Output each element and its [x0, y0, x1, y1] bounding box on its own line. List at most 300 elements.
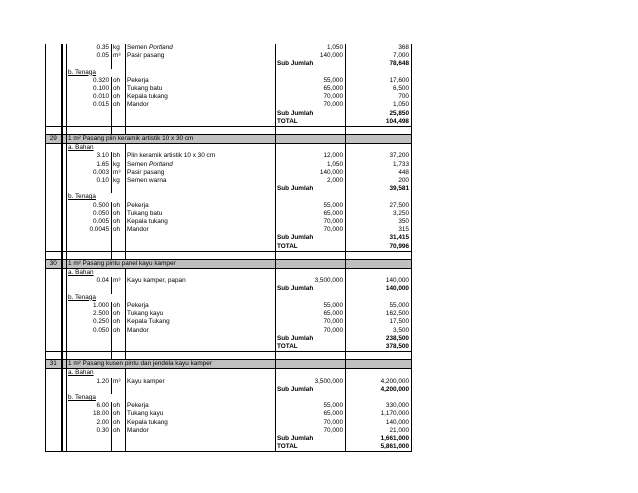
qty-cell [67, 352, 112, 360]
section-label: a. Bahan [68, 369, 94, 377]
description: Mandor [127, 326, 149, 334]
qty-cell [67, 110, 112, 118]
subtotal-row [46, 185, 412, 193]
coefficient: 0.003 [67, 169, 112, 177]
line-item-row [46, 302, 412, 310]
unit: oh [112, 427, 126, 435]
amount: 37,200 [346, 152, 412, 160]
description-cell [126, 85, 276, 93]
unit-cell [112, 369, 126, 378]
no-cell [46, 386, 62, 394]
description-cell [126, 210, 276, 218]
total-label: TOTAL [276, 118, 346, 127]
description-cell [126, 202, 276, 210]
line-item-row [46, 177, 412, 185]
coefficient: 2.00 [67, 419, 112, 427]
subtotal-amount: 4,200,000 [346, 386, 412, 394]
desc-cell [126, 394, 276, 402]
description: Pekerja [127, 301, 149, 309]
total-row [46, 343, 412, 352]
unit-cell [112, 386, 126, 394]
amount: 315 [346, 226, 412, 234]
line-item-row [46, 410, 412, 418]
description: Kayu kamper, papan [127, 277, 186, 285]
section-label-row [46, 269, 412, 278]
unit-price: 55,000 [276, 202, 346, 210]
subtotal-label: Sub Jumlah [276, 435, 346, 443]
desc-cell [126, 185, 276, 193]
spacer-row [46, 127, 412, 135]
unit: oh [112, 77, 126, 85]
description-cell [126, 310, 276, 318]
coefficient: 0.30 [67, 427, 112, 435]
line-item-row [46, 77, 412, 85]
total-label: TOTAL [276, 343, 346, 352]
description: Mandor [127, 226, 149, 234]
description-italic: Portland [149, 44, 173, 51]
desc-cell [126, 435, 276, 443]
amount: 700 [346, 93, 412, 101]
no-cell [46, 410, 62, 418]
line-item-row [46, 161, 412, 169]
desc-cell [126, 269, 276, 278]
coefficient: 0.010 [67, 93, 112, 101]
total-amount: 5,861,000 [346, 443, 412, 452]
unit: oh [112, 302, 126, 310]
qty-cell [67, 335, 112, 343]
subtotal-label: Sub Jumlah [276, 185, 346, 193]
description-cell [126, 177, 276, 185]
line-item-row [46, 277, 412, 285]
unit-price: 70,000 [276, 427, 346, 435]
subtotal-label: Sub Jumlah [276, 285, 346, 293]
unit-price: 55,000 [276, 302, 346, 310]
unit: m³ [112, 277, 126, 285]
unit: oh [112, 327, 126, 335]
description-cell [126, 52, 276, 60]
description: Kayu kamper [127, 377, 165, 385]
amount-cell [346, 127, 412, 135]
description: Tukang batu [127, 85, 163, 93]
unit-cell [112, 443, 126, 452]
no-cell [46, 226, 62, 234]
qty-cell [67, 285, 112, 293]
qty-cell [67, 185, 112, 193]
unit: oh [112, 202, 126, 210]
subtotal-label: Sub Jumlah [276, 234, 346, 242]
price-cell [276, 259, 346, 268]
desc-cell [126, 285, 276, 293]
unit-cell [112, 185, 126, 193]
unit: oh [112, 410, 126, 418]
amount: 368 [346, 44, 412, 52]
description-cell [126, 410, 276, 418]
amount: 4,200,000 [346, 378, 412, 386]
unit-price: 55,000 [276, 77, 346, 85]
item-header-row [46, 135, 412, 144]
subtotal-amount: 39,581 [346, 185, 412, 193]
no-cell [46, 127, 62, 135]
subtotal-row [46, 335, 412, 343]
desc-cell [126, 335, 276, 343]
unit-cell [112, 352, 126, 360]
item-title: 1 m² Pasang pintu panel kayu kamper [67, 259, 276, 268]
line-item-row [46, 310, 412, 318]
amount: 200 [346, 177, 412, 185]
coefficient: 6.00 [67, 402, 112, 410]
total-amount: 104,498 [346, 118, 412, 127]
description: Kepala tukang [127, 418, 168, 426]
price-cell [276, 369, 346, 378]
no-cell [46, 294, 62, 302]
no-cell [46, 394, 62, 402]
total-label: TOTAL [276, 243, 346, 252]
total-row [46, 443, 412, 452]
price-cell [276, 352, 346, 360]
amount-cell [346, 259, 412, 268]
line-item-row [46, 85, 412, 93]
no-cell [46, 335, 62, 343]
unit-price: 70,000 [276, 318, 346, 326]
coefficient: 3.10 [67, 152, 112, 160]
unit: kg [112, 161, 126, 169]
description-cell [126, 101, 276, 109]
unit-price: 12,000 [276, 152, 346, 160]
no-cell [46, 177, 62, 185]
section-label-row [46, 193, 412, 201]
unit: oh [112, 93, 126, 101]
section-label-cell [67, 269, 112, 278]
total-row [46, 118, 412, 127]
line-item-row [46, 52, 412, 60]
qty-cell [67, 234, 112, 242]
no-cell [46, 185, 62, 193]
coefficient: 18.00 [67, 410, 112, 418]
qty-cell [67, 118, 112, 127]
coefficient: 0.04 [67, 277, 112, 285]
description: Tukang kayu [127, 410, 164, 418]
section-label-cell [67, 69, 112, 77]
desc-cell [126, 234, 276, 242]
amount-cell [346, 369, 412, 378]
desc-cell [126, 294, 276, 302]
section-label: a. Bahan [68, 144, 94, 152]
amount-cell [346, 135, 412, 144]
unit-cell [112, 269, 126, 278]
line-item-row [46, 44, 412, 52]
no-cell [46, 210, 62, 218]
no-cell [46, 251, 62, 259]
unit-price: 65,000 [276, 85, 346, 93]
amount: 17,500 [346, 318, 412, 326]
description: Tukang kayu [127, 310, 164, 318]
unit: oh [112, 85, 126, 93]
no-cell [46, 419, 62, 427]
item-title: 1 m² Pasang kusen pintu dan jendela kayu kamper [67, 360, 276, 369]
amount: 17,600 [346, 77, 412, 85]
unit-cell [112, 243, 126, 252]
desc-cell [126, 69, 276, 77]
amount: 350 [346, 218, 412, 226]
amount: 140,000 [346, 277, 412, 285]
unit-price: 70,000 [276, 93, 346, 101]
desc-cell [126, 118, 276, 127]
amount-cell [346, 251, 412, 259]
no-cell [46, 202, 62, 210]
description-cell [126, 152, 276, 160]
price-cell [276, 251, 346, 259]
total-row [46, 243, 412, 252]
unit-price: 65,000 [276, 210, 346, 218]
coefficient: 0.050 [67, 327, 112, 335]
description: Pekerja [127, 201, 149, 209]
unit: oh [112, 101, 126, 109]
subtotal-label: Sub Jumlah [276, 335, 346, 343]
amount: 140,000 [346, 419, 412, 427]
desc-cell [126, 443, 276, 452]
unit: m³ [112, 52, 126, 60]
coefficient: 0.050 [67, 210, 112, 218]
description: Pekerja [127, 76, 149, 84]
description-italic: Portland [149, 160, 173, 168]
description: Kepala tukang [127, 93, 168, 101]
unit: kg [112, 177, 126, 185]
price-cell [276, 360, 346, 369]
no-cell [46, 302, 62, 310]
description-cell [126, 226, 276, 234]
subtotal-amount: 1,661,000 [346, 435, 412, 443]
unit-price: 1,050 [276, 161, 346, 169]
description: Tukang batu [127, 209, 163, 217]
amount-cell [346, 269, 412, 278]
no-cell [46, 110, 62, 118]
description-cell [126, 378, 276, 386]
no-cell [46, 85, 62, 93]
unit: bh [112, 152, 126, 160]
description-cell [126, 77, 276, 85]
unit: m³ [112, 378, 126, 386]
unit-cell [112, 294, 126, 302]
unit-cell [112, 193, 126, 201]
amount: 1,170,000 [346, 410, 412, 418]
desc-cell [126, 343, 276, 352]
unit-cell [112, 118, 126, 127]
description: Kepala tukang [127, 218, 168, 226]
description: Pasir pasang [127, 168, 165, 176]
section-label-cell [67, 394, 112, 402]
item-number: 29 [46, 135, 62, 144]
subtotal-row [46, 234, 412, 242]
unit-cell [112, 110, 126, 118]
section-label-cell [67, 294, 112, 302]
amount: 6,500 [346, 85, 412, 93]
coefficient: 0.05 [67, 52, 112, 60]
no-cell [46, 343, 62, 352]
unit: kg [112, 44, 126, 52]
line-item-row [46, 202, 412, 210]
unit-price: 65,000 [276, 310, 346, 318]
no-cell [46, 52, 62, 60]
price-cell [276, 135, 346, 144]
amount: 1,733 [346, 161, 412, 169]
line-item-row [46, 93, 412, 101]
unit-price: 70,000 [276, 327, 346, 335]
line-item-row [46, 218, 412, 226]
desc-cell [126, 352, 276, 360]
price-cell [276, 144, 346, 153]
coefficient: 0.250 [67, 318, 112, 326]
section-label-cell [67, 144, 112, 153]
line-item-row [46, 101, 412, 109]
unit-price: 65,000 [276, 410, 346, 418]
amount: 448 [346, 169, 412, 177]
total-label: TOTAL [276, 443, 346, 452]
table-body [46, 44, 412, 452]
description: Pasir pasang [127, 52, 165, 60]
description-cell [126, 277, 276, 285]
no-cell [46, 352, 62, 360]
line-item-row [46, 402, 412, 410]
qty-cell [67, 386, 112, 394]
amount: 21,000 [346, 427, 412, 435]
unit-price: 70,000 [276, 226, 346, 234]
total-amount: 70,996 [346, 243, 412, 252]
section-label-cell [67, 193, 112, 201]
description: Plin keramik artistik 10 x 30 cm [127, 152, 216, 160]
description: Semen warna [127, 177, 167, 185]
unit-price: 1,050 [276, 44, 346, 52]
amount-cell [346, 193, 412, 201]
coefficient: 0.015 [67, 101, 112, 109]
unit: oh [112, 210, 126, 218]
section-label-row [46, 294, 412, 302]
amount: 1,050 [346, 101, 412, 109]
line-item-row [46, 210, 412, 218]
no-cell [46, 378, 62, 386]
unit: oh [112, 419, 126, 427]
coefficient: 1.65 [67, 161, 112, 169]
unit-price: 3,500,000 [276, 378, 346, 386]
subtotal-row [46, 110, 412, 118]
coefficient: 1.000 [67, 302, 112, 310]
item-title: 1 m² Pasang plin keramik artistik 10 x 30 cm [67, 135, 276, 144]
unit: oh [112, 318, 126, 326]
coefficient: 1.20 [67, 378, 112, 386]
amount-cell [346, 144, 412, 153]
no-cell [46, 169, 62, 177]
desc-cell [126, 193, 276, 201]
unit-price: 140,000 [276, 52, 346, 60]
unit-cell [112, 335, 126, 343]
no-cell [46, 318, 62, 326]
line-item-row [46, 327, 412, 335]
coefficient: 0.100 [67, 85, 112, 93]
description: Mandor [127, 426, 149, 434]
qty-cell [67, 127, 112, 135]
amount-cell [346, 352, 412, 360]
coefficient: 0.35 [67, 44, 112, 52]
no-cell [46, 193, 62, 201]
section-label-row [46, 394, 412, 402]
unit-cell [112, 343, 126, 352]
line-item-row [46, 419, 412, 427]
coefficient: 0.10 [67, 177, 112, 185]
unit-cell [112, 251, 126, 259]
description-cell [126, 169, 276, 177]
desc-cell [126, 243, 276, 252]
cost-analysis-table [45, 44, 412, 452]
no-cell [46, 77, 62, 85]
unit-price: 55,000 [276, 402, 346, 410]
no-cell [46, 285, 62, 293]
description-cell [126, 427, 276, 435]
price-cell [276, 127, 346, 135]
amount: 27,500 [346, 202, 412, 210]
subtotal-label: Sub Jumlah [276, 386, 346, 394]
section-label-cell [67, 369, 112, 378]
subtotal-label: Sub Jumlah [276, 110, 346, 118]
qty-cell [67, 435, 112, 443]
amount-cell [346, 69, 412, 77]
unit: oh [112, 310, 126, 318]
amount-cell [346, 394, 412, 402]
unit-price: 3,500,000 [276, 277, 346, 285]
description-cell [126, 44, 276, 52]
section-label-row [46, 69, 412, 77]
description-cell [126, 93, 276, 101]
section-label: b. Tenaga [68, 393, 96, 401]
amount: 162,500 [346, 310, 412, 318]
amount-cell [346, 294, 412, 302]
line-item-row [46, 427, 412, 435]
qty-cell [67, 243, 112, 252]
no-cell [46, 427, 62, 435]
no-cell [46, 234, 62, 242]
unit-cell [112, 127, 126, 135]
price-cell [276, 269, 346, 278]
subtotal-row [46, 285, 412, 293]
subtotal-label: Sub Jumlah [276, 60, 346, 68]
no-cell [46, 44, 62, 52]
line-item-row [46, 169, 412, 177]
spacer-row [46, 352, 412, 360]
spacer-row [46, 251, 412, 259]
description: Mandor [127, 101, 149, 109]
description: Semen [127, 44, 150, 51]
unit-price: 70,000 [276, 218, 346, 226]
no-cell [46, 144, 62, 153]
description: Pekerja [127, 402, 149, 410]
no-cell [46, 277, 62, 285]
no-cell [46, 310, 62, 318]
subtotal-amount: 140,000 [346, 285, 412, 293]
description-cell [126, 218, 276, 226]
desc-cell [126, 251, 276, 259]
desc-cell [126, 60, 276, 68]
no-cell [46, 269, 62, 278]
subtotal-row [46, 435, 412, 443]
qty-cell [67, 343, 112, 352]
amount: 3,250 [346, 210, 412, 218]
item-header-row [46, 259, 412, 268]
unit: oh [112, 402, 126, 410]
subtotal-amount: 31,415 [346, 234, 412, 242]
no-cell [46, 69, 62, 77]
price-cell [276, 69, 346, 77]
description: Kepala Tukang [127, 318, 170, 326]
subtotal-amount: 78,648 [346, 60, 412, 68]
section-label: b. Tenaga [68, 68, 96, 76]
